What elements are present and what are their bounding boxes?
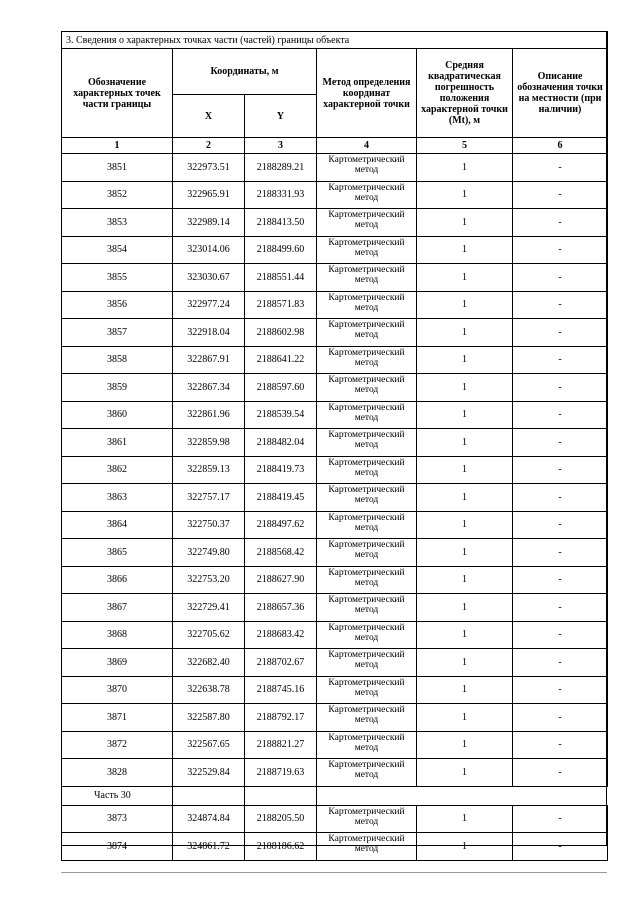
cell-coord-y: 2188683.42 (245, 621, 317, 649)
cell-coord-y: 2188331.93 (245, 181, 317, 209)
header-coordinates: Координаты, м (173, 49, 317, 95)
column-number: 4 (317, 138, 417, 154)
cell-point-id: 3828 (62, 759, 173, 787)
cell-description: - (513, 264, 608, 292)
cell-coord-y: 2188568.42 (245, 539, 317, 567)
table-row (62, 374, 608, 402)
cell-description: - (513, 621, 608, 649)
cell-description: - (513, 456, 608, 484)
cell-mt-value: 1 (417, 833, 513, 861)
cell-mt-value: 1 (417, 346, 513, 374)
cell-method: Картометрический метод (317, 181, 417, 209)
table-row (62, 511, 608, 539)
cell-coord-y: 2188641.22 (245, 346, 317, 374)
table-row (62, 429, 608, 457)
cell-method: Картометрический метод (317, 264, 417, 292)
cell-coord-y: 2188627.90 (245, 566, 317, 594)
cell-description: - (513, 731, 608, 759)
cell-point-id: 3858 (62, 346, 173, 374)
cell-point-id: 3870 (62, 676, 173, 704)
cell-method: Картометрический метод (317, 676, 417, 704)
table-row (62, 621, 608, 649)
column-number: 3 (245, 138, 317, 154)
cell-method: Картометрический метод (317, 731, 417, 759)
cell-point-id: 3867 (62, 594, 173, 622)
cell-method: Картометрический метод (317, 346, 417, 374)
table-row (62, 676, 608, 704)
table-row (62, 319, 608, 347)
cell-method: Картометрический метод (317, 456, 417, 484)
cell-method: Картометрический метод (317, 209, 417, 237)
cell-mt-value: 1 (417, 374, 513, 402)
empty-cell (317, 786, 417, 805)
table-row (62, 236, 608, 264)
cell-coord-y: 2188792.17 (245, 704, 317, 732)
cell-mt-value: 1 (417, 621, 513, 649)
cell-coord-y: 2188539.54 (245, 401, 317, 429)
cell-mt-value: 1 (417, 511, 513, 539)
table-row (62, 759, 608, 787)
cell-coord-y: 2188821.27 (245, 731, 317, 759)
cell-point-id: 3855 (62, 264, 173, 292)
cell-coord-x: 322729.41 (173, 594, 245, 622)
cell-coord-x: 322867.91 (173, 346, 245, 374)
cell-description: - (513, 291, 608, 319)
cell-mt-value: 1 (417, 181, 513, 209)
cell-description: - (513, 649, 608, 677)
cell-method: Картометрический метод (317, 291, 417, 319)
cell-method: Картометрический метод (317, 594, 417, 622)
table-row (62, 649, 608, 677)
cell-coord-y: 2188205.50 (245, 805, 317, 833)
table-row (62, 484, 608, 512)
table-row (62, 456, 608, 484)
cell-coord-y: 2188482.04 (245, 429, 317, 457)
header-y: Y (245, 95, 317, 138)
cell-mt-value: 1 (417, 759, 513, 787)
cell-point-id: 3874 (62, 833, 173, 861)
cell-description: - (513, 805, 608, 833)
cell-coord-x: 322867.34 (173, 374, 245, 402)
cell-method: Картометрический метод (317, 621, 417, 649)
cell-coord-y: 2188602.98 (245, 319, 317, 347)
cell-description: - (513, 539, 608, 567)
cell-mt-value: 1 (417, 594, 513, 622)
table-row (62, 401, 608, 429)
cell-coord-x: 322567.65 (173, 731, 245, 759)
cell-mt-value: 1 (417, 676, 513, 704)
cell-coord-y: 2188551.44 (245, 264, 317, 292)
column-number: 6 (513, 138, 608, 154)
cell-mt-value: 1 (417, 484, 513, 512)
cell-method: Картометрический метод (317, 759, 417, 787)
table-row (62, 291, 608, 319)
cell-point-id: 3856 (62, 291, 173, 319)
column-number: 5 (417, 138, 513, 154)
cell-description: - (513, 594, 608, 622)
cell-point-id: 3852 (62, 181, 173, 209)
cell-coord-x: 322989.14 (173, 209, 245, 237)
cell-coord-x: 324861.72 (173, 833, 245, 861)
cell-method: Картометрический метод (317, 805, 417, 833)
cell-coord-x: 322529.84 (173, 759, 245, 787)
empty-cell (513, 786, 608, 805)
cell-point-id: 3857 (62, 319, 173, 347)
cell-method: Картометрический метод (317, 236, 417, 264)
cell-description: - (513, 566, 608, 594)
cell-point-id: 3873 (62, 805, 173, 833)
cell-mt-value: 1 (417, 731, 513, 759)
footer-divider (61, 872, 607, 873)
cell-coord-x: 322587.80 (173, 704, 245, 732)
cell-coord-y: 2188289.21 (245, 154, 317, 182)
header-designation: Обозначение характерных точек части границы (62, 49, 173, 138)
cell-coord-x: 322749.80 (173, 539, 245, 567)
cell-method: Картометрический метод (317, 704, 417, 732)
cell-mt-value: 1 (417, 649, 513, 677)
cell-method: Картометрический метод (317, 511, 417, 539)
cell-mt-value: 1 (417, 539, 513, 567)
table-row (62, 209, 608, 237)
cell-mt-value: 1 (417, 429, 513, 457)
cell-mt-value: 1 (417, 291, 513, 319)
cell-coord-y: 2188597.60 (245, 374, 317, 402)
cell-coord-y: 2188499.60 (245, 236, 317, 264)
cell-coord-y: 2188657.36 (245, 594, 317, 622)
cell-coord-x: 324874.84 (173, 805, 245, 833)
cell-description: - (513, 429, 608, 457)
cell-method: Картометрический метод (317, 649, 417, 677)
cell-description: - (513, 346, 608, 374)
cell-description: - (513, 833, 608, 861)
cell-description: - (513, 181, 608, 209)
cell-coord-y: 2188419.73 (245, 456, 317, 484)
table-row (62, 731, 608, 759)
cell-description: - (513, 511, 608, 539)
cell-point-id: 3872 (62, 731, 173, 759)
cell-coord-y: 2188702.67 (245, 649, 317, 677)
column-number: 1 (62, 138, 173, 154)
cell-point-id: 3865 (62, 539, 173, 567)
cell-method: Картометрический метод (317, 484, 417, 512)
cell-mt-value: 1 (417, 401, 513, 429)
cell-coord-y: 2188419.45 (245, 484, 317, 512)
cell-point-id: 3864 (62, 511, 173, 539)
header-method: Метод определения координат характерной точки (317, 49, 417, 138)
boundary-points-table (61, 31, 608, 861)
cell-coord-y: 2188497.62 (245, 511, 317, 539)
part-label: Часть 30 (62, 786, 173, 805)
table-row (62, 181, 608, 209)
cell-description: - (513, 676, 608, 704)
cell-coord-x: 322973.51 (173, 154, 245, 182)
cell-point-id: 3868 (62, 621, 173, 649)
cell-coord-x: 322750.37 (173, 511, 245, 539)
table-row (62, 704, 608, 732)
cell-description: - (513, 401, 608, 429)
cell-point-id: 3853 (62, 209, 173, 237)
table-row (62, 264, 608, 292)
column-number: 2 (173, 138, 245, 154)
cell-description: - (513, 209, 608, 237)
cell-method: Картометрический метод (317, 539, 417, 567)
table-row (62, 154, 608, 182)
cell-mt-value: 1 (417, 704, 513, 732)
cell-point-id: 3859 (62, 374, 173, 402)
cell-description: - (513, 759, 608, 787)
cell-coord-x: 322753.20 (173, 566, 245, 594)
header-error: Средняя квадратическая погрешность положения характерной точки (Mt), м (417, 49, 513, 138)
cell-coord-x: 322859.98 (173, 429, 245, 457)
cell-method: Картометрический метод (317, 154, 417, 182)
cell-description: - (513, 236, 608, 264)
cell-coord-x: 322861.96 (173, 401, 245, 429)
cell-description: - (513, 374, 608, 402)
cell-point-id: 3871 (62, 704, 173, 732)
cell-coord-y: 2188413.50 (245, 209, 317, 237)
cell-method: Картометрический метод (317, 429, 417, 457)
cell-coord-x: 322918.04 (173, 319, 245, 347)
cell-coord-x: 323014.06 (173, 236, 245, 264)
cell-mt-value: 1 (417, 319, 513, 347)
table-row (62, 539, 608, 567)
cell-coord-y: 2188186.62 (245, 833, 317, 861)
table-row (62, 566, 608, 594)
cell-coord-x: 322682.40 (173, 649, 245, 677)
table-row (62, 346, 608, 374)
empty-cell (417, 786, 513, 805)
cell-method: Картометрический метод (317, 401, 417, 429)
cell-point-id: 3862 (62, 456, 173, 484)
cell-coord-y: 2188571.83 (245, 291, 317, 319)
empty-cell (173, 786, 245, 805)
cell-mt-value: 1 (417, 154, 513, 182)
part-row (62, 786, 608, 805)
empty-cell (245, 786, 317, 805)
cell-coord-x: 323030.67 (173, 264, 245, 292)
table-row (62, 805, 608, 833)
cell-point-id: 3861 (62, 429, 173, 457)
cell-mt-value: 1 (417, 236, 513, 264)
cell-method: Картометрический метод (317, 833, 417, 861)
cell-description: - (513, 319, 608, 347)
cell-coord-x: 322965.91 (173, 181, 245, 209)
header-x: X (173, 95, 245, 138)
section-title: 3. Сведения о характерных точках части (частей) границы объекта (62, 32, 608, 49)
cell-method: Картометрический метод (317, 566, 417, 594)
cell-mt-value: 1 (417, 209, 513, 237)
cell-point-id: 3863 (62, 484, 173, 512)
cell-coord-x: 322859.13 (173, 456, 245, 484)
cell-coord-x: 322757.17 (173, 484, 245, 512)
cell-mt-value: 1 (417, 264, 513, 292)
cell-mt-value: 1 (417, 566, 513, 594)
cell-coord-x: 322705.62 (173, 621, 245, 649)
table-row (62, 594, 608, 622)
cell-coord-y: 2188745.16 (245, 676, 317, 704)
cell-point-id: 3866 (62, 566, 173, 594)
header-description: Описание обозначения точки на местности (при наличии) (513, 49, 608, 138)
cell-method: Картометрический метод (317, 374, 417, 402)
cell-description: - (513, 704, 608, 732)
cell-point-id: 3854 (62, 236, 173, 264)
cell-method: Картометрический метод (317, 319, 417, 347)
cell-point-id: 3860 (62, 401, 173, 429)
cell-coord-y: 2188719.63 (245, 759, 317, 787)
table-row (62, 833, 608, 861)
cell-mt-value: 1 (417, 805, 513, 833)
cell-coord-x: 322638.78 (173, 676, 245, 704)
cell-mt-value: 1 (417, 456, 513, 484)
cell-description: - (513, 484, 608, 512)
cell-point-id: 3851 (62, 154, 173, 182)
cell-description: - (513, 154, 608, 182)
cell-point-id: 3869 (62, 649, 173, 677)
cell-coord-x: 322977.24 (173, 291, 245, 319)
